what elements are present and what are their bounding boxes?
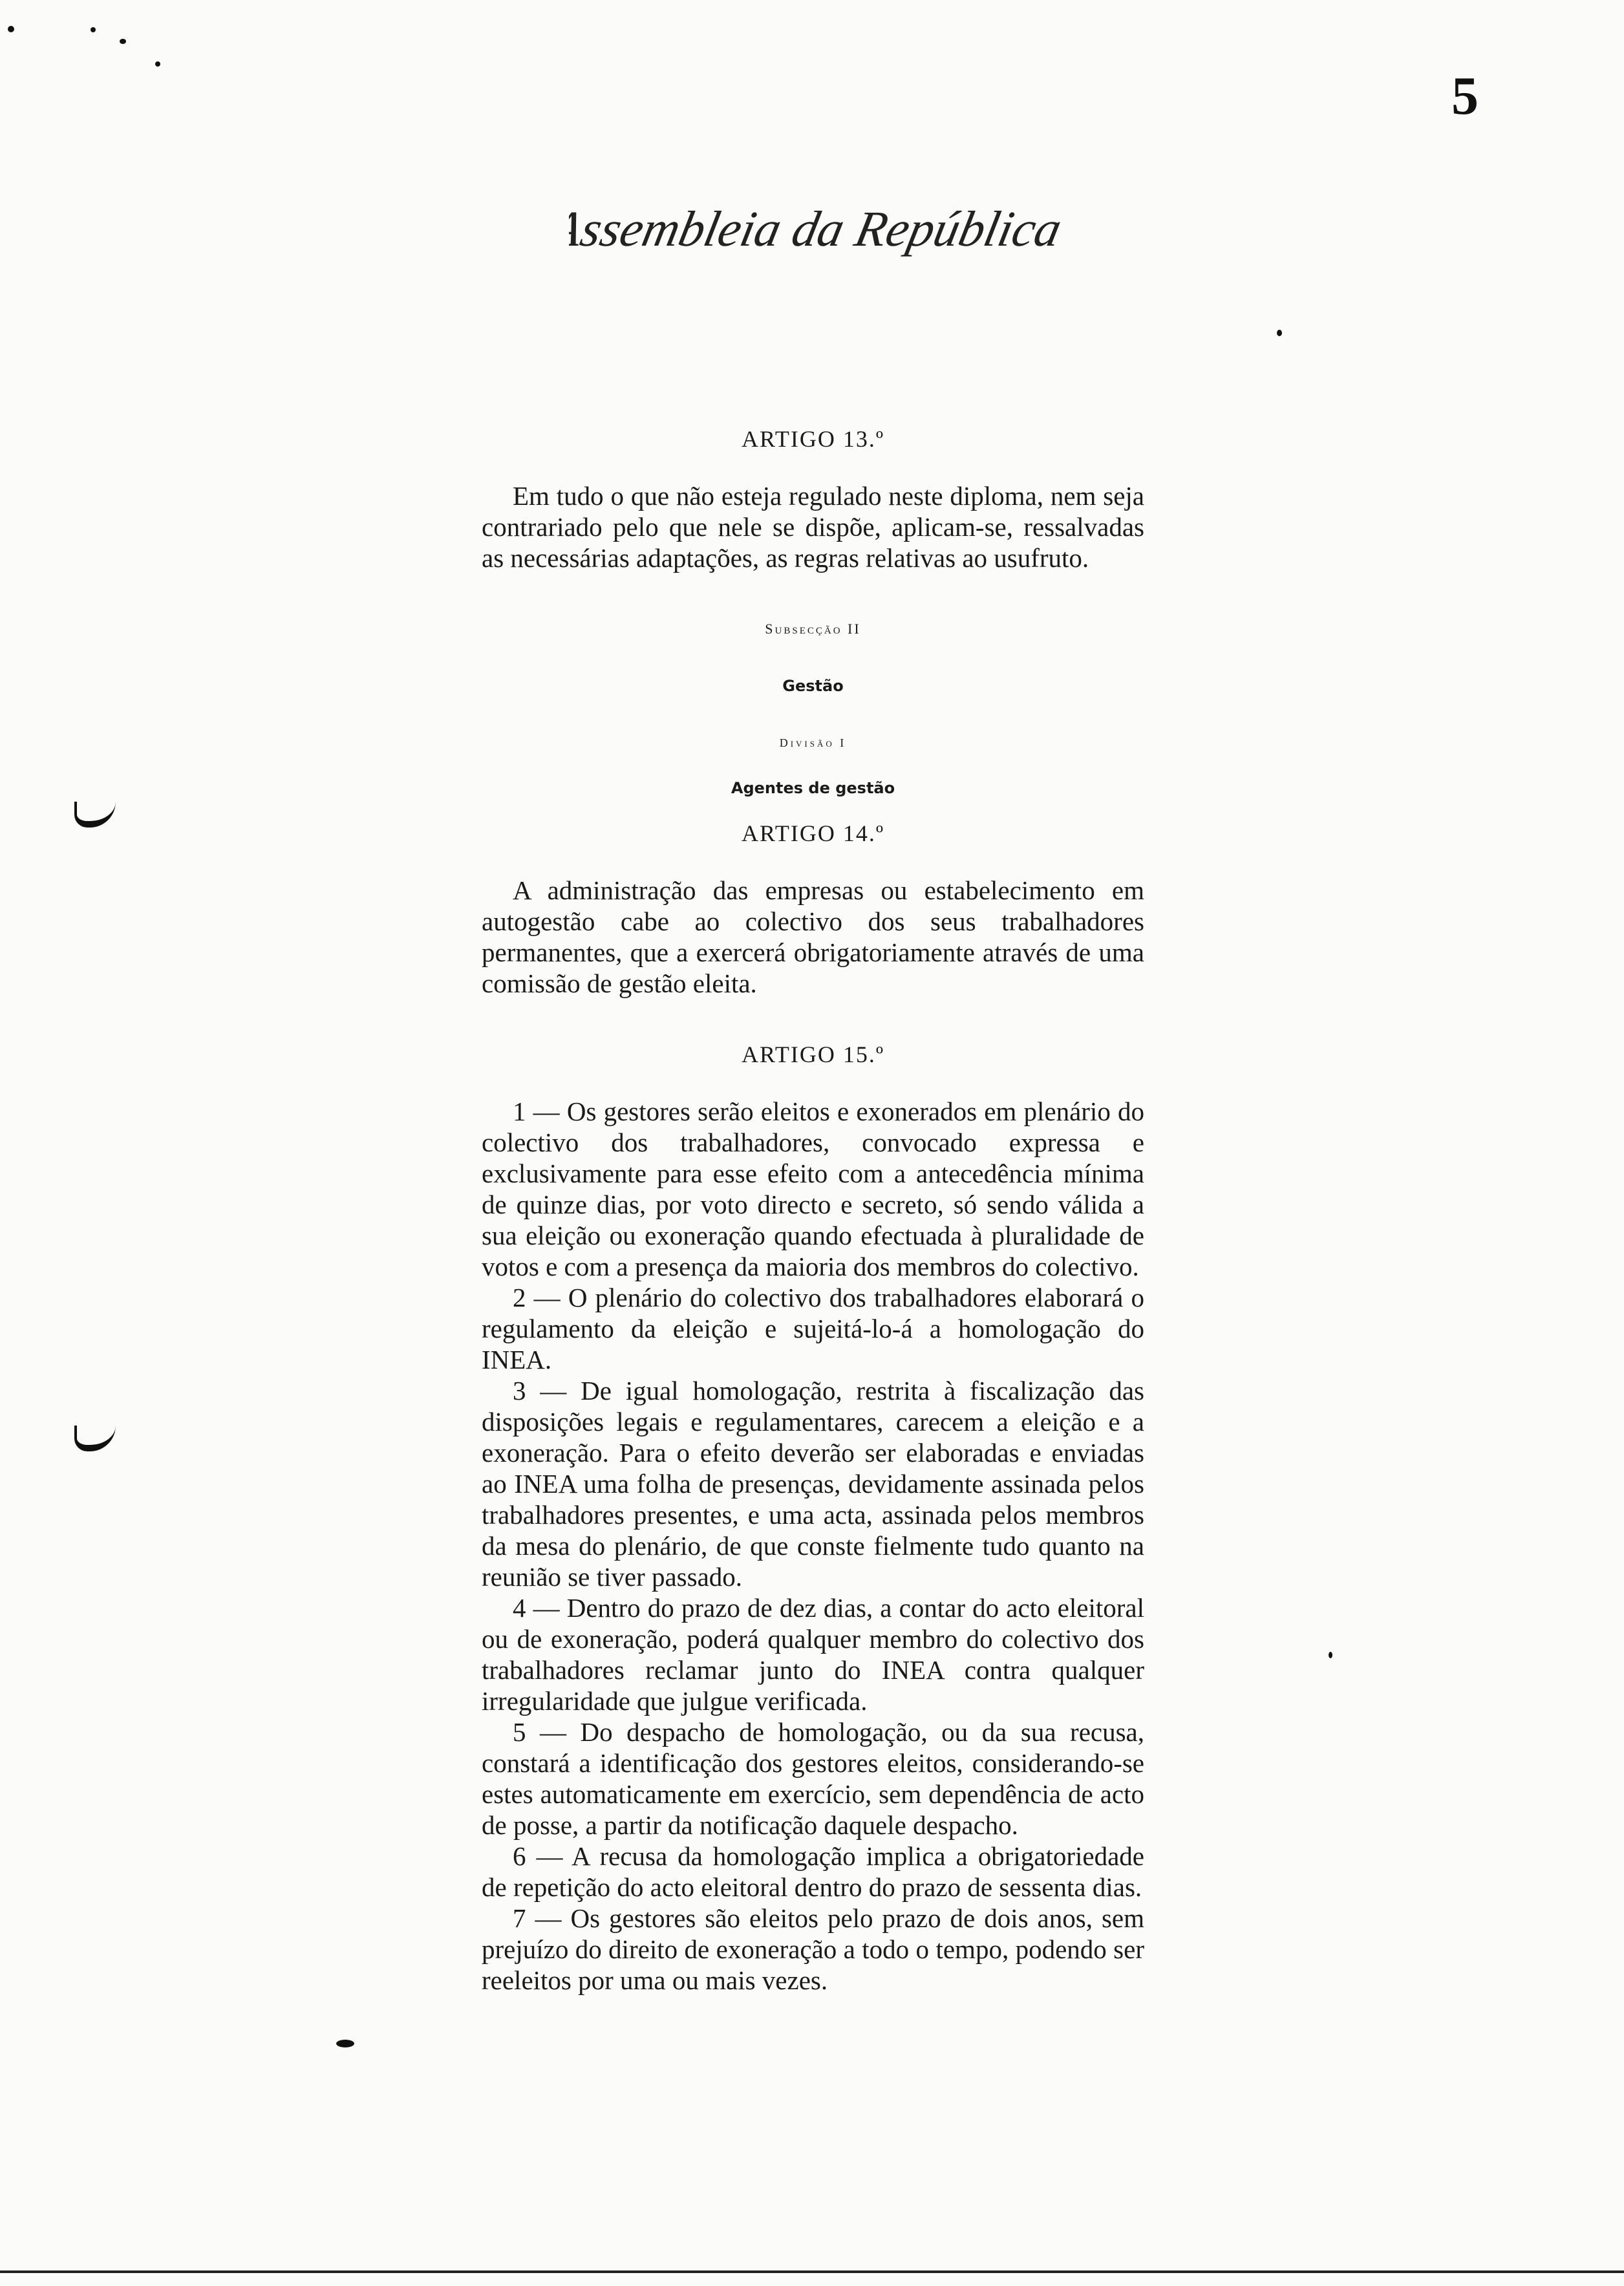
page-number: 5: [1451, 66, 1479, 126]
article-15-paragraph: 7 — Os gestores são eleitos pelo prazo de dois anos, sem prejuízo do direito de exoneração a todo o tempo, podendo ser reeleitos por uma ou mais vezes.: [482, 1903, 1144, 1995]
subsection-label: Subsecção II: [765, 621, 861, 637]
article-13-heading: ARTIGO 13.º: [742, 426, 884, 452]
scan-speck: [120, 39, 126, 44]
scan-speck: [91, 27, 96, 32]
bottom-edge-line: [0, 2270, 1624, 2273]
scan-speck: [336, 2040, 354, 2047]
article-15-paragraph: 3 — De igual homologação, restrita à fiscalização das disposições legais e regulamentares, carecem a eleição e a exoneração. Para o efeito deverão ser elaboradas e enviadas ao INEA uma folha de presenças, devidamente assinada pelos trabalhadores presentes, e uma acta, assinada pelos membros da mesa do plenário, de que conste fielmente tudo quanto na reunião se tiver passado.: [482, 1376, 1144, 1592]
division-title: Agentes de gestão: [731, 779, 895, 797]
division-label: Divisão I: [779, 736, 847, 749]
article-13-text: Em tudo o que não esteja regulado neste diploma, nem seja contrariado pelo que nele se dispõe, aplicam-se, ressalvadas as necessárias adaptações, as regras relativas ao usufruto.: [482, 481, 1144, 573]
scan-speck: [155, 61, 160, 67]
article-15-paragraph: 5 — Do despacho de homologação, ou da sua recusa, constará a identificação dos gestores eleitos, considerando-se estes automaticamente em exercício, sem dependência de acto de posse, a partir da notificação daquele despacho.: [482, 1717, 1144, 1840]
punch-hole-mark: [74, 802, 116, 828]
document-body: [482, 423, 1144, 1996]
article-15-paragraph: 2 — O plenário do colectivo dos trabalhadores elaborará o regulamento da eleição e sujeitá-lo-á a homologação do INEA.: [482, 1283, 1144, 1374]
scan-speck: [1277, 330, 1282, 336]
subsection-title: Gestão: [782, 677, 844, 695]
scan-speck: [1329, 1652, 1332, 1658]
article-14-heading: ARTIGO 14.º: [742, 820, 884, 846]
article-14-text: A administração das empresas ou estabelecimento em autogestão cabe ao colectivo dos seus trabalhadores permanentes, que a exercerá obrigatoriamente através de uma comissão de gestão eleita.: [482, 875, 1144, 998]
article-15-heading: ARTIGO 15.º: [742, 1042, 884, 1067]
scan-speck: [8, 26, 14, 32]
article-15-paragraph: 1 — Os gestores serão eleitos e exonerados em plenário do colectivo dos trabalhadores, convocado expressa e exclusivamente para esse efeito com a antecedência mínima de quinze dias, por voto directo e secreto, só sendo válida a sua eleição ou exoneração quando efectuada à pluralidade de votos e com a presença da maioria dos membros do colectivo.: [482, 1096, 1144, 1281]
punch-hole-mark: [74, 1426, 116, 1451]
letterhead-script-image: [569, 187, 1060, 272]
letterhead: [569, 187, 1060, 272]
article-15-paragraph: 6 — A recusa da homologação implica a obrigatoriedade de repetição do acto eleitoral dentro do prazo de sessenta dias.: [482, 1841, 1144, 1902]
article-15-paragraph: 4 — Dentro do prazo de dez dias, a contar do acto eleitoral ou de exoneração, poderá qualquer membro do colectivo dos trabalhadores reclamar junto do INEA contra qualquer irregularidade que julgue verificada.: [482, 1593, 1144, 1716]
letterhead-text: Assembleia da República: [569, 201, 1060, 257]
